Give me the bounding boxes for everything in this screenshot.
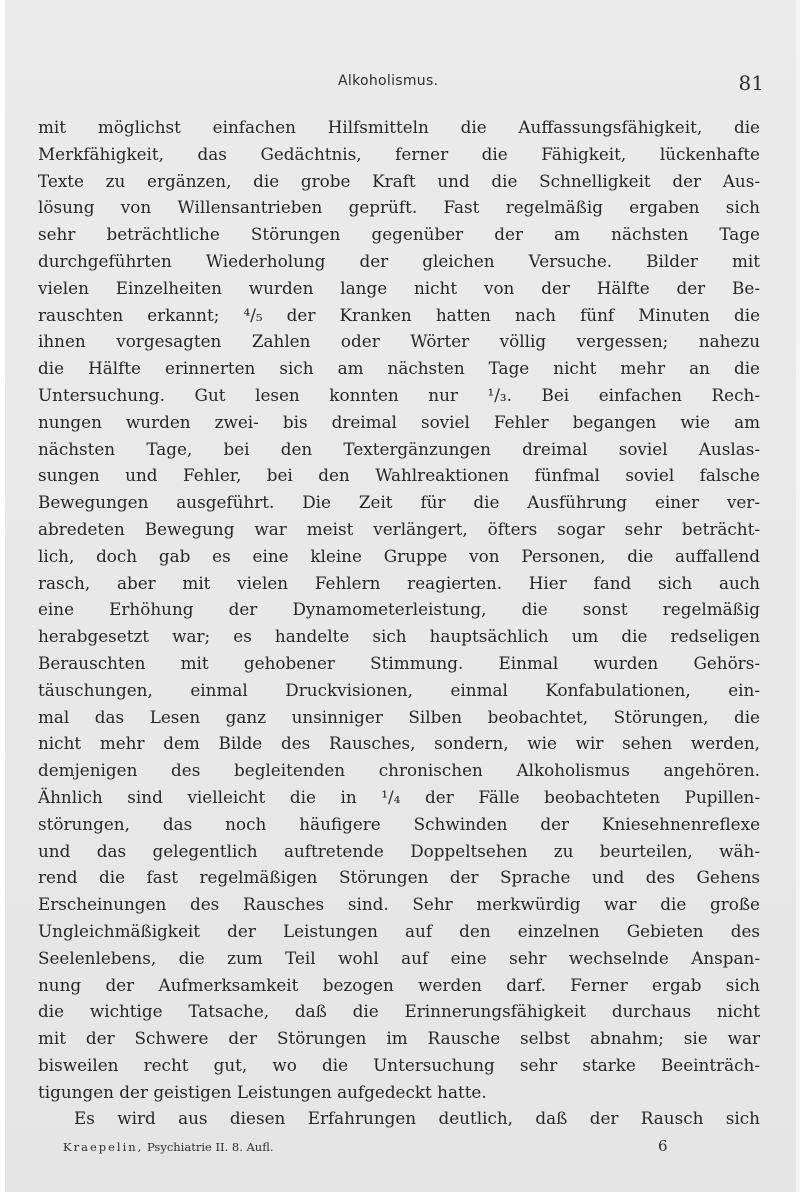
text-line: täuschungen, einmal Druckvisionen, einmal Konfabulationen, ein- <box>38 679 760 700</box>
text-line: die Hälfte erinnerten sich am nächsten Tage nicht mehr an die <box>38 358 760 379</box>
text-line: nungen wurden zwei- bis dreimal soviel Fehler begangen wie am <box>38 411 760 432</box>
text-line: abredeten Bewegung war meist verlängert, öfters sogar sehr beträcht- <box>38 518 760 539</box>
text-line: demjenigen des begleitenden chronischen Alkoholismus angehören. <box>38 760 760 781</box>
text-line: herabgesetzt war; es handelte sich hauptsächlich um die redseligen <box>38 626 760 647</box>
text-line: mit der Schwere der Störungen im Rausche selbst abnahm; sie war <box>38 1028 760 1049</box>
text-line-paragraph-start: Es wird aus diesen Erfahrungen deutlich, daß der Rausch sich <box>74 1108 760 1129</box>
footer-author: Kraepelin, <box>63 1140 144 1154</box>
footer-citation <box>63 1140 274 1154</box>
text-line: vielen Einzelheiten wurden lange nicht von der Hälfte der Be- <box>38 277 760 298</box>
text-line: rend die fast regelmäßigen Störungen der Sprache und des Gehens <box>38 867 760 888</box>
footer-work: Psychiatrie II. <box>147 1140 229 1154</box>
text-line: nicht mehr dem Bilde des Rausches, sondern, wie wir sehen werden, <box>38 733 760 754</box>
text-line: Merkfähigkeit, das Gedächtnis, ferner die Fähigkeit, lückenhafte <box>38 143 760 164</box>
text-line: Bewegungen ausgeführt. Die Zeit für die Ausführung einer ver- <box>38 492 760 513</box>
text-line: Erscheinungen des Rausches sind. Sehr merkwürdig war die große <box>38 894 760 915</box>
text-line: bisweilen recht gut, wo die Untersuchung sehr starke Beeinträch- <box>38 1054 760 1075</box>
footer-edition: 8. Aufl. <box>231 1140 274 1154</box>
text-line: und das gelegentlich auftretende Doppeltsehen zu beurteilen, wäh- <box>38 840 760 861</box>
text-line-paragraph-end: tigungen der geistigen Leistungen aufgedeckt hatte. <box>38 1081 487 1102</box>
body-text <box>38 114 760 1132</box>
text-line: lösung von Willensantrieben geprüft. Fast regelmäßig ergaben sich <box>38 197 760 218</box>
text-line: nung der Aufmerksamkeit bezogen werden darf. Ferner ergab sich <box>38 974 760 995</box>
text-line: mal das Lesen ganz unsinniger Silben beobachtet, Störungen, die <box>38 706 760 727</box>
text-line: rasch, aber mit vielen Fehlern reagierten. Hier fand sich auch <box>38 572 760 593</box>
running-head: Alkoholismus. <box>338 73 439 89</box>
text-line: Ungleichmäßigkeit der Leistungen auf den einzelnen Gebieten des <box>38 920 760 941</box>
text-line: Texte zu ergänzen, die grobe Kraft und die Schnelligkeit der Aus- <box>38 170 760 191</box>
text-line: sehr beträchtliche Störungen gegenüber der am nächsten Tage <box>38 224 760 245</box>
text-line: Seelenlebens, die zum Teil wohl auf eine sehr wechselnde Anspan- <box>38 947 760 968</box>
printer-signature: 6 <box>658 1137 668 1155</box>
text-line: die wichtige Tatsache, daß die Erinnerungsfähigkeit durchaus nicht <box>38 1001 760 1022</box>
text-line: Untersuchung. Gut lesen konnten nur ¹/₃. Bei einfachen Rech- <box>38 384 760 405</box>
text-line: mit möglichst einfachen Hilfsmitteln die Auffassungsfähigkeit, die <box>38 117 760 137</box>
text-line: durchgeführten Wiederholung der gleichen Versuche. Bilder mit <box>38 250 760 271</box>
text-line: lich, doch gab es eine kleine Gruppe von Personen, die auffallend <box>38 545 760 566</box>
text-line: rauschten erkannt; ⁴/₅ der Kranken hatten nach fünf Minuten die <box>38 304 760 325</box>
text-line: Berauschten mit gehobener Stimmung. Einmal wurden Gehörs- <box>38 652 760 673</box>
text-line: ihnen vorgesagten Zahlen oder Wörter völlig vergessen; nahezu <box>38 331 760 352</box>
page-number: 81 <box>738 71 764 95</box>
text-line: nächsten Tage, bei den Textergänzungen dreimal soviel Auslas- <box>38 438 760 459</box>
text-line: sungen und Fehler, bei den Wahlreaktionen fünfmal soviel falsche <box>38 465 760 486</box>
text-line: eine Erhöhung der Dynamometerleistung, die sonst regelmäßig <box>38 599 760 620</box>
text-line: Ähnlich sind vielleicht die in ¹/₄ der Fälle beobachteten Pupillen- <box>38 786 760 807</box>
text-line: störungen, das noch häufigere Schwinden der Kniesehnenreflexe <box>38 813 760 834</box>
